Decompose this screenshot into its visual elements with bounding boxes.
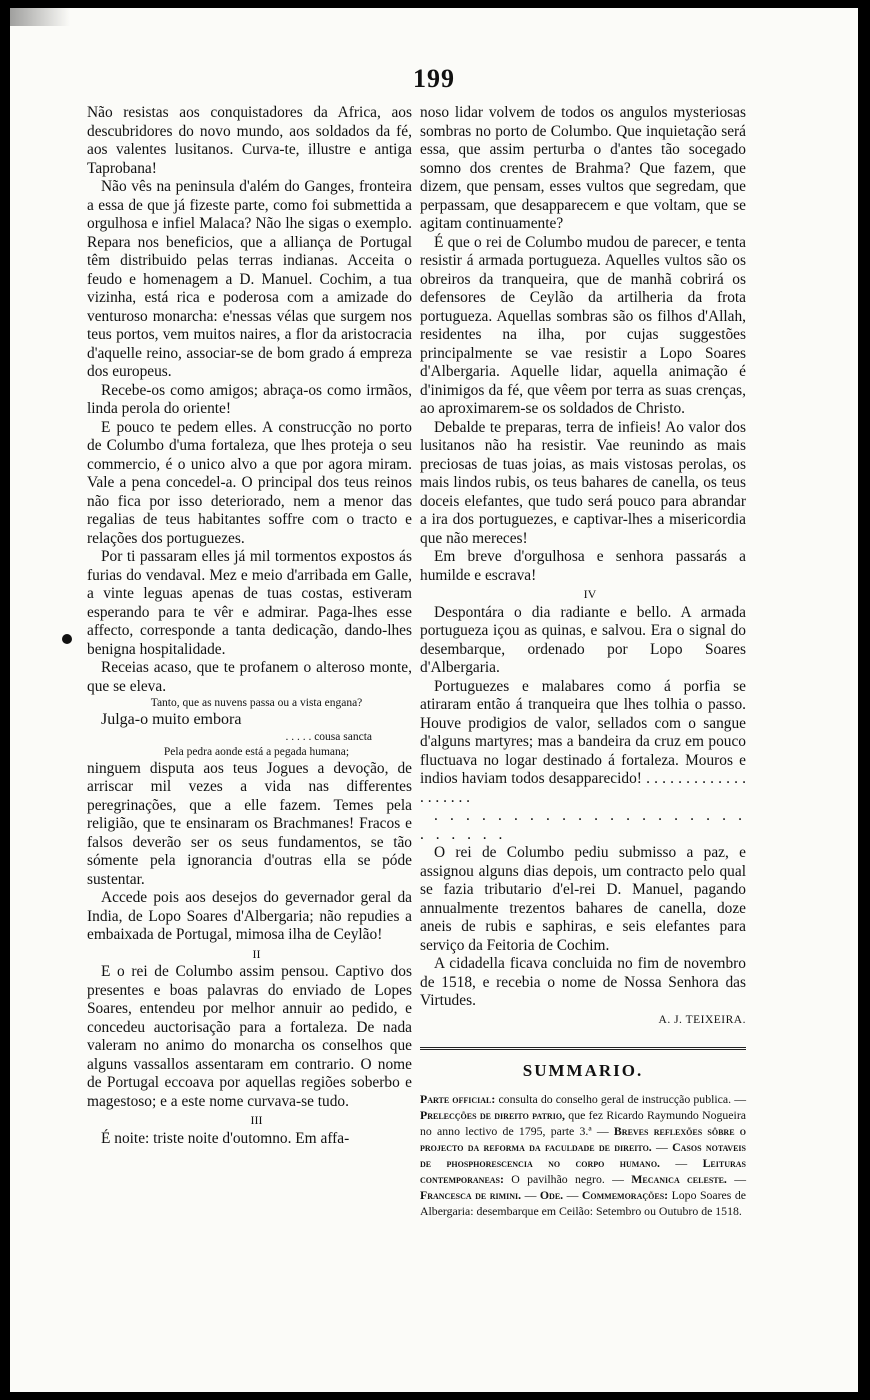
ellipsis-line: . . . . . . . . . . . . . . . . . . . . . . . . . .	[420, 807, 746, 843]
summary-text-breves: —	[651, 1139, 673, 1154]
summary-text-prelec: que fez Ricardo Raymundo Nogueira no anno lectivo de 1795, parte 3.ª —	[420, 1107, 746, 1138]
left-paragraph-7: ninguem disputa aos teus Jogues a devoção, de arriscar mil vezes a vida nas differentes peregrinações, que a elle fazem. Temes pela religião, que te ensinaram os Brachmanes! Fracos e falsos deverão ser os seus fundamentos, se tão sómente pela ignorancia d'outras ella se póde sustentar.	[87, 759, 412, 888]
section-number-4: IV	[583, 587, 597, 601]
left-paragraph-3: Recebe-os como amigos; abraça-os como irmãos, linda perola do oriente!	[87, 381, 412, 417]
right-paragraph-6: Portuguezes e malabares como á porfia se atiraram então á tranqueira que lhes tolhia o passo. Houve prodigios de valor, sellados com o sangue d'alguns martyres; mas a bandeira da cruz em pouco fluctuava no logar destinado á fortaleza. Mouros e indios haviam todos desapparecido! . . . . . . . . . . . . . . . . . . . .	[420, 677, 746, 806]
summary-label-commemo: Commemorações:	[581, 1187, 669, 1202]
summary-label-mecanica: Mecanica celeste.	[631, 1171, 727, 1186]
summary-label-casos: Casos notaveis de phosphorescencia no corpo humano.	[420, 1139, 746, 1170]
double-rule-divider	[420, 1047, 746, 1050]
right-paragraph-4: Em breve d'orgulhosa e senhora passarás a humilde e escrava!	[420, 548, 746, 584]
verse-quote-2a: . . . . . cousa sancta	[285, 730, 372, 743]
summary-label-francesca: Francesca de rimini.	[420, 1187, 522, 1202]
right-paragraph-3: Debalde te preparas, terra de infieis! Ao valor dos lusitanos não ha resistir. Vae reunindo as mais preciosas de tuas joias, as mais vistosas perolas, os mais lindos rubis, os teus bahares de canella, os teus doceis elefantes, que tudo será pouco para abrandar a ira dos portuguezes, e captivar-lhes a misericordia que não mereces!	[420, 418, 746, 547]
summary-label-ode: Ode.	[539, 1187, 564, 1202]
left-paragraph-4: E pouco te pedem elles. A construcção no porto de Columbo d'uma fortaleza, que lhes proteja o seu commercio, é o unico alvo a que por agora miram. Vale a pena concedel-a. O principal dos teus reinos não fica por isso deteriorado, nem a menor das regalias de teus habitantes soffre com o tracto e relações dos portuguezes.	[87, 418, 412, 547]
right-paragraph-1: noso lidar volvem de todos os angulos mysteriosas sombras no porto de Columbo. Que inquietação será essa, que assim perturba o d'antes tão socegado somno dos crentes de Brahma? Que fazem, que dizem, que pensam, esses vultos que segredam, que perpassam, que desapparecem e que voltam, que se agitam continuamente?	[420, 104, 746, 232]
left-paragraph-9: E o rei de Columbo assim pensou. Captivo dos presentes e boas palavras do enviado de Lopes Soares, entendeu por melhor annuir ao pedido, e concedeu auctorisação para a fortaleza. De nada valeram no animo do monarcha os conselhos que alguns vassallos assentaram em contrario. O nome de Portugal eccoava por aquellas regiões soberbo e magestoso; e a este nome curvava-se tudo.	[87, 963, 412, 1110]
verse-quote-1: Tanto, que as nuvens passa ou a vista engana?	[150, 697, 363, 709]
summary-text-francesca: —	[521, 1187, 540, 1202]
page-number: 199	[413, 64, 455, 93]
left-paragraph-2: Não vês na peninsula d'além do Ganges, fronteira a essa de que já fizeste parte, como foi submettida a orgulhosa e infiel Malaca? Não lhe sigas o exemplo. Repara nos beneficios, que a alliança de Portugal têm distribuido pelas terras indianas. Acceita o feudo e homenagem a D. Manuel. Cochim, a tua vizinha, está rica e poderosa com a amizade do venturoso monarcha: e'nessas vélas que surgem nos teus portos, vem muitos naires, a flor da aristocracia d'aquelle reino, associar-se de bom grado á empreza dos europeus.	[87, 178, 412, 380]
julga-line: Julga-o muito embora	[101, 711, 242, 728]
right-column	[420, 104, 746, 1219]
left-paragraph-1: Não resistas aos conquistadores da Africa, aos descubridores do novo mundo, aos soldados da fé, aos valentes lusitanos. Curva-te, illustre e antiga Taprobana!	[87, 104, 412, 177]
summary-label-prelec: Prelecções de direito patrio,	[420, 1107, 565, 1122]
left-column	[87, 104, 412, 1148]
summary-text-parte: consulta do conselho geral de instrucção publica. —	[495, 1091, 746, 1106]
left-paragraph-8: Accede pois aos desejos do gevernador geral da India, de Lopo Soares d'Albergaria; não repudies a embaixada de Portugal, mimosa ilha de Ceylão!	[87, 889, 412, 943]
summary-text-casos: —	[660, 1155, 703, 1170]
left-paragraph-6: Receias acaso, que te profanem o alteroso monte, que se eleva.	[87, 659, 412, 695]
left-paragraph-5: Por ti passaram elles já mil tormentos expostos ás furias do vendaval. Mez e meio d'arribada em Galle, a vinte leguas apenas de tuas costas, estiveram esperando para te vêr e admirar. Paga-lhes esse affecto, corresponde a tanta dedicação, dando-lhes benigna hospitalidade.	[87, 548, 412, 658]
summary-label-leituras: Leituras contemporaneas:	[420, 1155, 746, 1186]
section-number-2: II	[252, 946, 261, 961]
summary-title: SUMMARIO.	[522, 1061, 644, 1080]
summary-label-breves: Breves reflexões sôbre o projecto da reforma da faculdade de direito.	[420, 1123, 746, 1154]
author-signature: A. J. TEIXEIRA.	[658, 1013, 746, 1026]
right-paragraph-2: É que o rei de Columbo mudou de parecer, e tenta resistir á armada portugueza. Aquelles vultos são os obreiros da tranqueira, que de manhã cobrirá os defensores de Ceylão da artilheria da frota portugueza. Aquellas sombras são os filhos d'Allah, residentes na ilha, por cujas suggestões principalmente se vae resistir a Lopo Soares d'Albergaria. Aquelle lidar, aquella animação é d'inimigos da fé, que vêem por terra as suas crenças, ao aproximarem-se os soldados de Christo.	[420, 233, 746, 417]
summary-text-leituras: O pavilhão negro. —	[503, 1171, 632, 1186]
right-paragraph-7: O rei de Columbo pediu submisso a paz, e assignou alguns dias depois, um contracto pelo qual se fazia tributario d'el-rei D. Manuel, pagando annualmente trezentos bahares de canella, doze aneis de rubis e saphiras, e seis elefantes para serviço da Feitoria de Cochim.	[420, 844, 746, 954]
right-paragraph-8: A cidadella ficava concluida no fim de novembro de 1518, e recebia o nome de Nossa Senhora das Virtudes.	[420, 955, 746, 1009]
summary-label-parte: Parte official:	[420, 1091, 496, 1106]
scan-smudge	[10, 8, 70, 26]
verse-quote-2b: Pela pedra aonde está a pegada humana;	[163, 745, 350, 758]
summary-text-commemo: Lopo Soares de Albergaria: desembarque em Ceilão: Setembro ou Outubro de 1518.	[420, 1187, 746, 1218]
summary-block	[420, 1091, 746, 1219]
summary-text-ode: —	[563, 1187, 582, 1202]
right-paragraph-5: Despontára o dia radiante e bello. A armada portugueza içou as quinas, e salvou. Era o signal do desembarque, ordenado por Lopo Soares d'Albergaria.	[420, 603, 746, 676]
left-paragraph-10: É noite: triste noite d'outomno. Em affa-	[101, 1129, 350, 1147]
newspaper-page	[10, 8, 858, 1392]
margin-dot	[62, 634, 72, 644]
summary-text-mecanica: —	[726, 1171, 746, 1186]
section-number-3: III	[250, 1113, 263, 1127]
